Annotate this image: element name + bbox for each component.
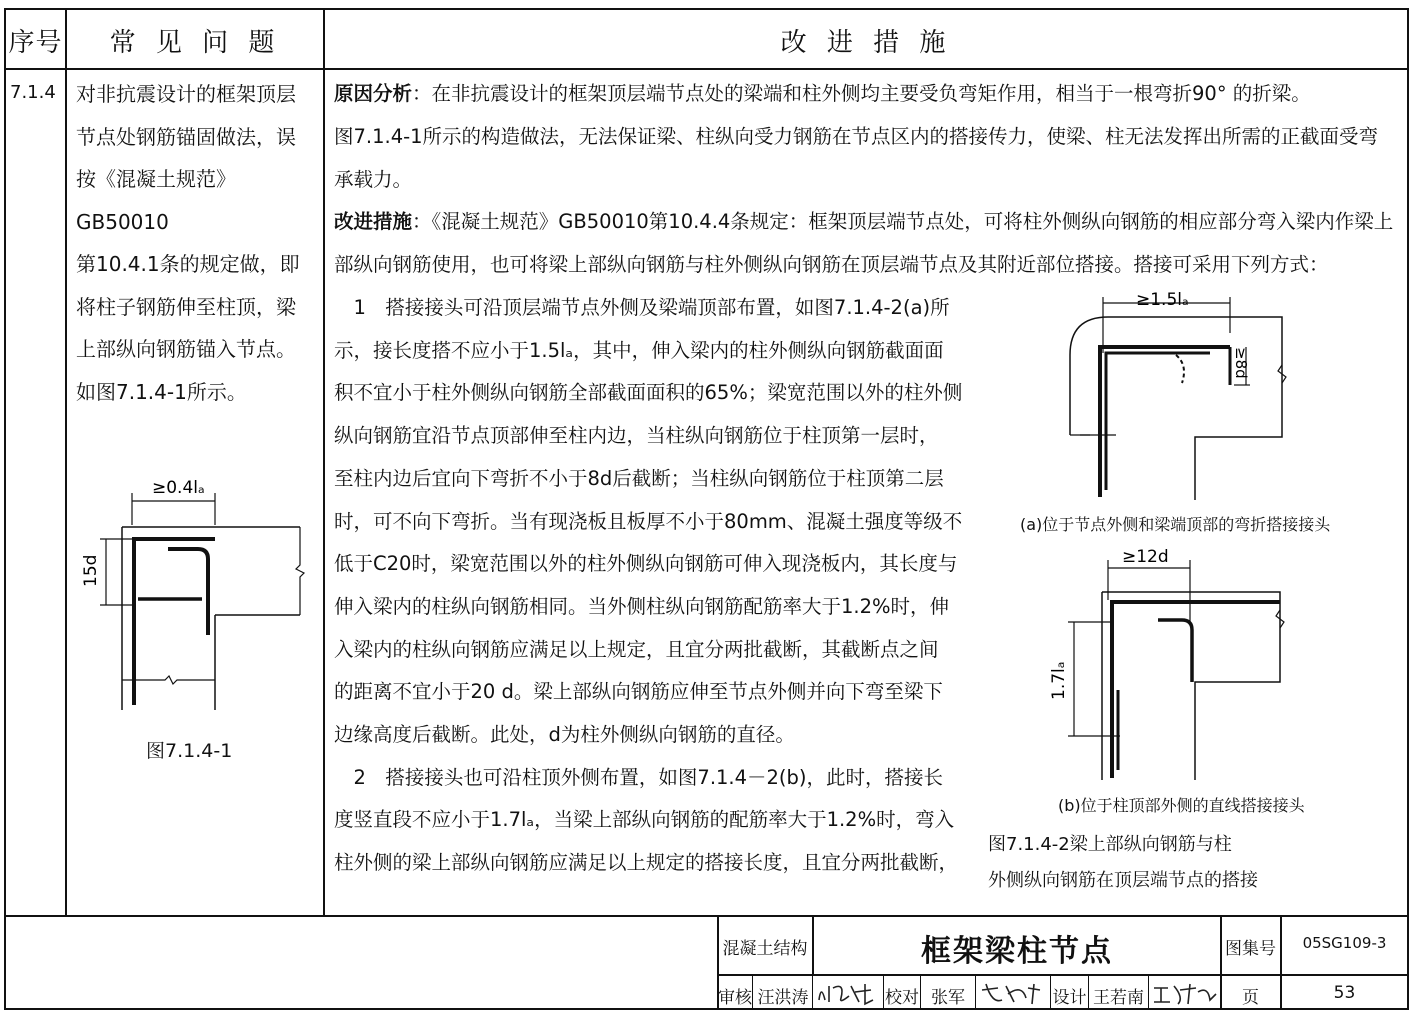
body-text (334, 287, 974, 885)
tb-reviewer: 汪洪涛 (757, 988, 809, 1008)
fig1-caption: 图7.1.4-1 (146, 740, 233, 762)
tb-page-label: 页 (1242, 988, 1259, 1008)
body-line: 1 搭接接头可沿顶层端节点外侧及梁端顶部布置，如图7.1.4-2(a)所 (334, 296, 950, 319)
fig-7-1-4-1 (70, 465, 320, 715)
body-line: 柱外侧的梁上部纵向钢筋应满足以上规定的搭接长度，且宜分两批截断， (334, 851, 959, 875)
cause-label: 原因分析 (334, 82, 413, 105)
improve-label: 改进措施 (334, 210, 413, 233)
body-line: 伸入梁内的柱纵向钢筋相同。当外侧柱纵向钢筋配筋率大于1.2%时，伸 (334, 594, 950, 618)
tb-designer: 王若南 (1093, 988, 1144, 1008)
problem-text (76, 73, 321, 413)
tb-check-label: 校对 (885, 988, 919, 1008)
fig2-caption-line-1: 图7.1.4-2梁上部纵向钢筋与柱 (988, 834, 1232, 855)
frame-top (4, 8, 1409, 10)
tb-checker-signature (978, 978, 1048, 1008)
tb-reviewer-signature (815, 978, 881, 1008)
body-line: 2 搭接接头也可沿柱顶外侧布置，如图7.1.4－2(b)，此时，搭接长 (334, 765, 944, 789)
frame-right (1407, 8, 1409, 1010)
tb-page-no: 53 (1333, 983, 1356, 1003)
fig-7-1-4-2a (1050, 285, 1295, 505)
fig2a-caption: (a)位于节点外侧和梁端顶部的弯折搭接接头 (1020, 515, 1331, 534)
tb-v-8 (1148, 975, 1149, 1010)
problem-line: 第10.4.1条的规定做，即 (76, 252, 300, 276)
tb-category: 混凝土结构 (722, 939, 808, 959)
problem-line: 按《混凝土规范》GB50010 (76, 167, 236, 234)
body-line: 低于C20时，梁宽范围以外的柱外侧纵向钢筋可伸入现浇板内，其长度与 (334, 552, 958, 576)
body-line: 时，可不向下弯折。当有现浇板且板厚不小于80mm、混凝土强度等级不 (334, 509, 963, 533)
body-line: 至柱内边后宜向下弯折不小于8d后截断；当柱纵向钢筋位于柱顶第二层 (334, 466, 944, 490)
fig2b-dim-side: 1.7lₐ (1049, 661, 1069, 700)
tb-v-5 (975, 975, 976, 1010)
fig2b-caption: (b)位于柱顶部外侧的直线搭接接头 (1058, 796, 1305, 815)
problem-line: 如图7.1.4-1所示。 (76, 379, 247, 404)
improve-text-1: ：《混凝土规范》GB50010第10.4.4条规定：框架顶层端节点处，可将柱外侧纵向钢筋的相应部分弯入梁内作梁上 (412, 210, 1394, 233)
tb-mid-h (717, 974, 1409, 976)
improve-line-2: 部纵向钢筋使用，也可将梁上部纵向钢筋与柱外侧纵向钢筋在顶层端节点及其附近部位搭接。搭接可采用下列方式： (334, 253, 1329, 276)
problem-line: 将柱子钢筋伸至柱顶，梁 (76, 294, 296, 319)
tb-title: 框架梁柱节点 (921, 934, 1113, 969)
cause-line-3: 承载力。 (334, 168, 413, 191)
fig1-dim-top: ≥0.4lₐ (152, 478, 205, 498)
fig2-caption-line-2: 外侧纵向钢筋在顶层端节点的搭接 (988, 870, 1258, 891)
col-divider-2 (323, 8, 325, 916)
body-line: 边缘高度后截断。此处，d为柱外侧纵向钢筋的直径。 (334, 723, 795, 747)
body-line: 度竖直段不应小于1.7lₐ，当梁上部纵向钢筋的配筋率大于1.2%时，弯入 (334, 808, 955, 832)
body-line: 积不宜小于柱外侧纵向钢筋全部截面面积的65%；梁宽范围以外的柱外侧 (334, 381, 963, 405)
cause-line-2: 图7.1.4-1所示的构造做法，无法保证梁、柱纵向受力钢筋在节点区内的搭接传力，使梁、柱无法发挥出所需的正截面受弯 (334, 125, 1379, 148)
fig-7-1-4-2b (1040, 540, 1295, 785)
fig2a-dim-top: ≥1.5lₐ (1136, 290, 1189, 310)
fig2a-dim-side: ≥8d (1232, 347, 1250, 379)
header-col-problem: 常 见 问 题 (109, 28, 281, 58)
header-col-measure: 改 进 措 施 (780, 28, 952, 58)
frame-left (4, 8, 6, 1010)
body-bottom-line (4, 915, 1409, 917)
fig2b-dim-top: ≥12d (1122, 547, 1169, 567)
tb-v-1 (752, 975, 753, 1010)
tb-designer-signature (1150, 978, 1218, 1008)
tb-design-label: 设计 (1052, 988, 1087, 1008)
header-divider (4, 68, 1409, 70)
body-line: 入梁内的柱纵向钢筋应满足以上规定，且宜分两批截断，其截断点之间 (334, 637, 939, 661)
fig1-dim-side: 15d (81, 554, 101, 587)
body-line: 示，接长度搭不应小于1.5lₐ，其中，伸入梁内的柱外侧纵向钢筋截面面 (334, 338, 944, 362)
body-line: 纵向钢筋宜沿节点顶部伸至柱内边，当柱纵向钢筋位于柱顶第一层时， (334, 424, 939, 448)
row-number: 7.1.4 (10, 82, 56, 103)
tb-checker: 张军 (931, 988, 965, 1008)
header-col-no: 序号 (8, 28, 63, 58)
col-divider-1 (65, 8, 67, 916)
frame-bottom (4, 1008, 1409, 1010)
problem-line: 节点处钢筋锚固做法，误 (76, 124, 296, 149)
cause-line-1 (334, 73, 1404, 116)
tb-review-label: 审核 (718, 988, 752, 1008)
improve-line-1 (334, 201, 1404, 244)
problem-line: 上部纵向钢筋锚入节点。 (76, 337, 296, 361)
body-line: 的距离不宜小于20 d。梁上部纵向钢筋应伸至节点外侧并向下弯至梁下 (334, 680, 943, 704)
tb-v-2 (812, 975, 813, 1010)
tb-atlas-no: 05SG109-3 (1302, 934, 1387, 952)
problem-line: 对非抗震设计的框架顶层 (76, 82, 296, 106)
cause-text-1: ：在非抗震设计的框架顶层端节点处的梁端和柱外侧均主要受负弯矩作用，相当于一根弯折90° 的折梁。 (412, 82, 1311, 105)
tb-atlas-label: 图集号 (1225, 939, 1276, 959)
